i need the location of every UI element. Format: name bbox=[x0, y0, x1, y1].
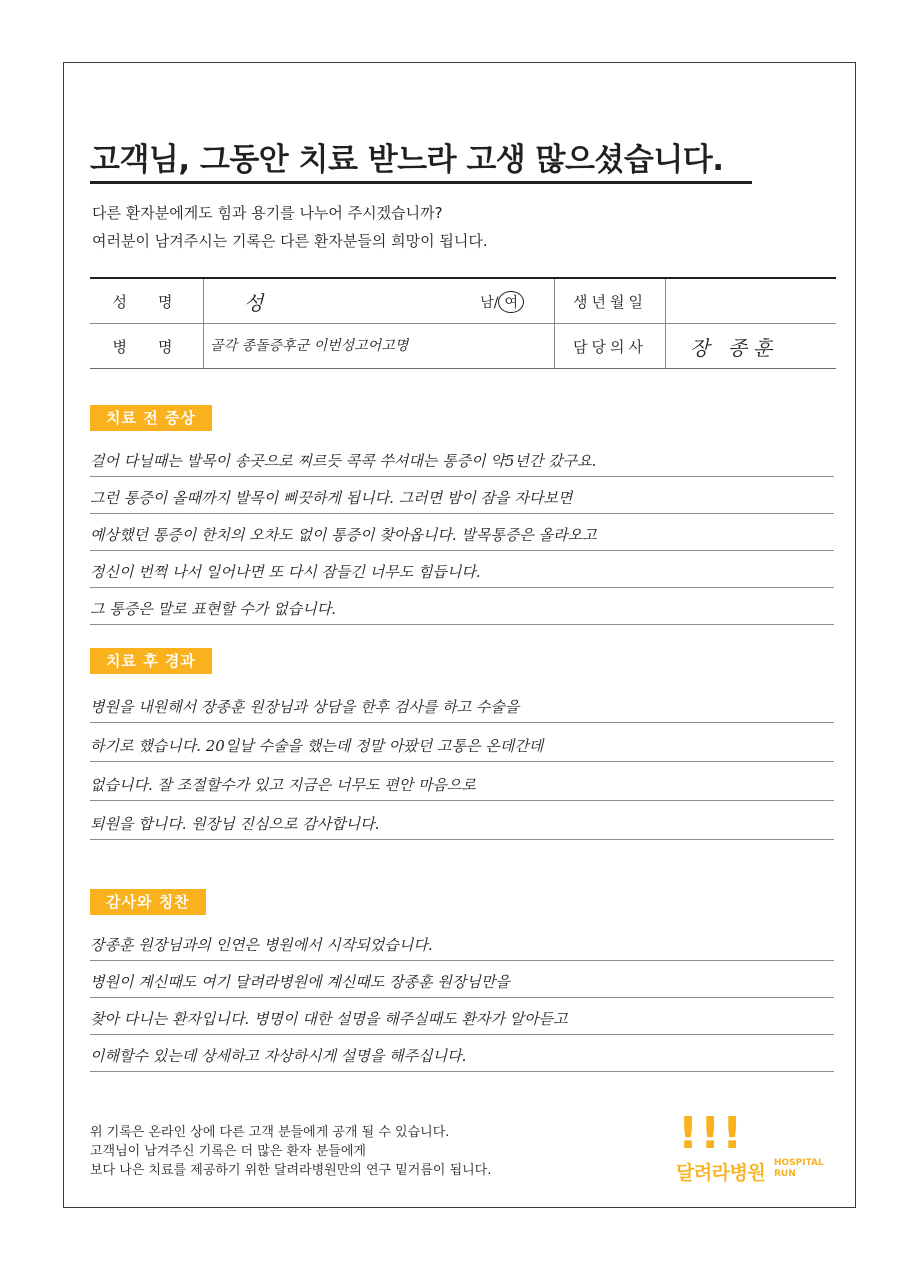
title-underline bbox=[90, 181, 752, 184]
handwritten-line: 이해할수 있는데 상세하고 자상하시게 설명을 해주십니다. bbox=[90, 1035, 834, 1072]
doctor-cell bbox=[666, 324, 836, 368]
handwritten-line: 걸어 다닐때는 발목이 송곳으로 찌르듯 콕콕 쑤셔대는 통증이 약5년간 갔구요. bbox=[90, 440, 834, 477]
logo-exclaim-icon: !!! bbox=[678, 1108, 745, 1159]
footer-note-1: 위 기록은 온라인 상에 다른 고객 분들에게 공개 될 수 있습니다. bbox=[90, 1125, 450, 1140]
handwritten-line: 장종훈 원장님과의 인연은 병원에서 시작되었습니다. bbox=[90, 924, 834, 961]
form-title: 고객님, 그동안 치료 받느라 고생 많으셨습니다. bbox=[90, 142, 724, 178]
thanks-lines bbox=[90, 924, 834, 1072]
after-lines bbox=[90, 684, 834, 840]
disease-label: 병 명 bbox=[90, 324, 204, 368]
gender-female-circled: 여 bbox=[498, 291, 524, 313]
footer-note-3: 보다 나은 치료를 제공하기 위한 달려라병원만의 연구 밑거름이 됩니다. bbox=[90, 1163, 492, 1178]
handwritten-line: 없습니다. 잘 조절할수가 있고 지금은 너무도 편안 마음으로 bbox=[90, 762, 834, 801]
handwritten-line: 찾아 다니는 환자입니다. 병명이 대한 설명을 해주실때도 환자가 알아듣고 bbox=[90, 998, 834, 1035]
handwritten-line: 병원을 내원해서 장종훈 원장님과 상담을 한후 검사를 하고 수술을 bbox=[90, 684, 834, 723]
name-value: 성 bbox=[244, 291, 264, 315]
info-row-name bbox=[90, 279, 836, 323]
disease-cell bbox=[204, 324, 554, 368]
patient-info-table bbox=[90, 277, 836, 369]
handwritten-line: 예상했던 통증이 한치의 오차도 없이 통증이 찾아옵니다. 발목통증은 올라오고 bbox=[90, 514, 834, 551]
section-heading-thanks: 감사와 칭찬 bbox=[90, 889, 206, 915]
handwritten-line: 병원이 계신때도 여기 달려라병원에 계신때도 장종훈 원장님만을 bbox=[90, 961, 834, 998]
handwritten-line: 하기로 했습니다. 20일날 수술을 했는데 정말 아팠던 고통은 온데간데 bbox=[90, 723, 834, 762]
name-cell bbox=[204, 279, 554, 323]
intro-line-2: 여러분이 남겨주시는 기록은 다른 환자분들의 희망이 됩니다. bbox=[92, 232, 488, 250]
handwritten-line: 정신이 번쩍 나서 일어나면 또 다시 잠들긴 너무도 힘듭니다. bbox=[90, 551, 834, 588]
doctor-label: 담당의사 bbox=[554, 324, 666, 368]
birth-label: 생년월일 bbox=[554, 279, 666, 323]
doctor-value: 장 종훈 bbox=[690, 336, 779, 360]
handwritten-line: 그 통증은 말로 표현할 수가 없습니다. bbox=[90, 588, 834, 625]
before-lines bbox=[90, 440, 834, 625]
name-label: 성 명 bbox=[90, 279, 204, 323]
handwritten-line: 퇴원을 합니다. 원장님 진심으로 감사합니다. bbox=[90, 801, 834, 840]
birth-value bbox=[666, 279, 836, 323]
hospital-logo bbox=[676, 1108, 836, 1192]
section-heading-before: 치료 전 증상 bbox=[90, 405, 212, 431]
gender-male: 남 bbox=[480, 295, 494, 311]
intro-line-1: 다른 환자분에게도 힘과 용기를 나누어 주시겠습니까? bbox=[92, 204, 443, 222]
gender-field: 남/ 여 bbox=[480, 291, 524, 313]
logo-sub: HOSPITAL RUN bbox=[774, 1158, 824, 1179]
handwritten-line: 그런 통증이 올때까지 발목이 삐끗하게 됩니다. 그러면 밤이 잠을 자다보면 bbox=[90, 477, 834, 514]
footer-note-2: 고객님이 남겨주신 기록은 더 많은 환자 분들에게 bbox=[90, 1144, 366, 1159]
disease-value: 골각 종돌증후군 이번성고어고명 bbox=[210, 338, 409, 354]
info-row-disease bbox=[90, 323, 836, 368]
section-heading-after: 치료 후 경과 bbox=[90, 648, 212, 674]
logo-name: 달려라병원 bbox=[676, 1162, 766, 1184]
